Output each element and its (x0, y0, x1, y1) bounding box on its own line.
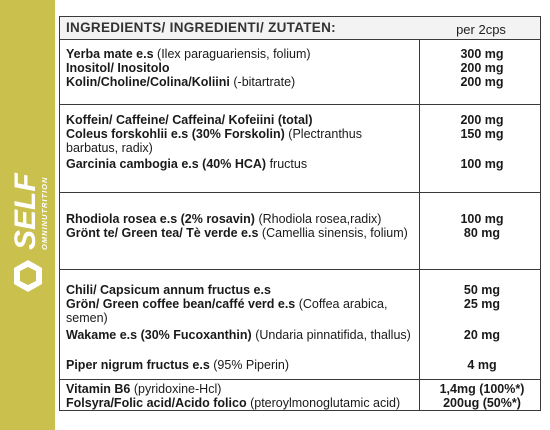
brand-name: SELF (9, 173, 42, 250)
ingredient-amount: 200ug (50%*) (443, 396, 521, 410)
ingredient-row: Grön/ Green coffee bean/caffé verd e.s (Coffea arabica, semen) (66, 297, 388, 325)
ingredient-group (60, 379, 540, 410)
ingredient-row: Folsyra/Folic acid/Acido folico (pteroylmonoglutamic acid) (66, 396, 401, 410)
ingredient-group (60, 269, 540, 380)
ingredient-group (60, 192, 540, 270)
ingredient-amount: 80 mg (463, 226, 501, 240)
ingredient-row: Vitamin B6 (pyridoxine-Hcl) (66, 382, 222, 396)
ingredient-amount: 20 mg (463, 328, 501, 342)
ingredient-row: Wakame e.s (30% Fucoxanthin) (Undaria pinnatifida, thallus) (66, 328, 411, 342)
ingredient-group (60, 39, 540, 105)
per-serving-label: per 2cps (456, 22, 506, 37)
brand-tagline: OMNINUTRITION (40, 176, 49, 250)
ingredient-row: Yerba mate e.s (Ilex paraguariensis, folium) (66, 47, 311, 61)
ingredient-row: Koffein/ Caffeine/ Caffeina/ Kofeiini (total) (66, 113, 313, 127)
ingredient-amount: 300 mg (460, 47, 504, 61)
ingredient-group (60, 104, 540, 193)
table-header (60, 17, 540, 40)
ingredient-amount: 4 mg (467, 358, 497, 372)
ingredient-amount: 100 mg (460, 212, 504, 226)
ingredient-row: Grönt te/ Green tea/ Tè verde e.s (Camellia sinensis, folium) (66, 226, 408, 240)
ingredient-amount: 50 mg (463, 283, 501, 297)
ingredient-amount: 25 mg (463, 297, 501, 311)
ingredient-row: Coleus forskohlii e.s (30% Forskolin) (Plectranthus barbatus, radix) (66, 127, 362, 155)
ingredient-row: Kolin/Choline/Colina/Koliini (-bitartrate) (66, 75, 296, 89)
ingredient-row: Chili/ Capsicum annum fructus e.s (66, 283, 271, 297)
ingredients-title: INGREDIENTS/ INGREDIENTI/ ZUTATEN: (66, 20, 336, 35)
nutrition-label (55, 0, 545, 430)
ingredient-amount: 1,4mg (100%*) (439, 382, 525, 396)
ingredient-amount: 100 mg (460, 157, 504, 171)
ingredient-amount: 150 mg (460, 127, 504, 141)
ingredient-amount: 200 mg (460, 75, 504, 89)
brand-logo (4, 110, 52, 300)
ingredient-row: Garcinia cambogia e.s (40% HCA) fructus (66, 157, 308, 171)
ingredients-table (59, 16, 541, 411)
ingredient-row: Inositol/ Inositolo (66, 61, 170, 75)
ingredient-amount: 200 mg (460, 113, 504, 127)
ingredient-row: Rhodiola rosea e.s (2% rosavin) (Rhodiola rosea,radix) (66, 212, 382, 226)
ingredient-row: Piper nigrum fructus e.s (95% Piperin) (66, 358, 289, 372)
ingredient-amount: 200 mg (460, 61, 504, 75)
